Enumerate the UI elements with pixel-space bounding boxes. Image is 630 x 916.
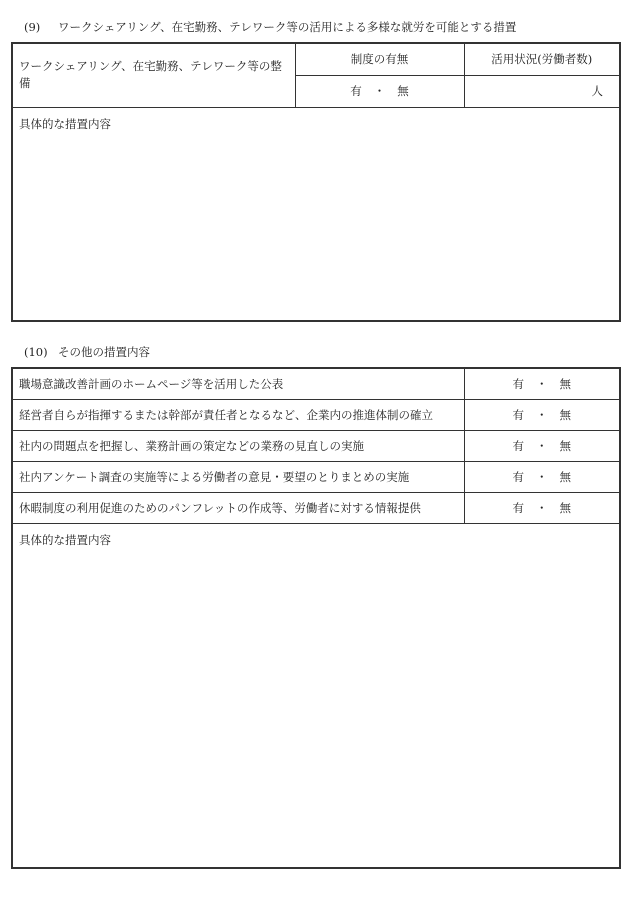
separator-dot: ・ xyxy=(536,407,548,422)
section10-detail-label: 具体的な措置内容 xyxy=(19,532,111,547)
worksharing-label-cell xyxy=(12,43,295,107)
system-yes-no[interactable] xyxy=(295,75,464,107)
section9-detail-box[interactable] xyxy=(12,107,620,321)
section9-table xyxy=(11,42,621,322)
section9-heading xyxy=(24,20,516,34)
yes-option[interactable]: 有 xyxy=(512,376,524,391)
no-option[interactable]: 無 xyxy=(559,438,571,453)
section10-title: その他の措置内容 xyxy=(58,345,150,359)
status-header: 活用状況(労働者数) xyxy=(464,43,620,75)
measure-row-label: 社内アンケート調査の実施等による労働者の意見・要望のとりまとめの実施 xyxy=(12,461,464,492)
measure-row-label: 職場意識改善計画のホームページ等を活用した公表 xyxy=(12,368,464,399)
separator-dot: ・ xyxy=(536,376,548,391)
system-header: 制度の有無 xyxy=(295,43,464,75)
no-option[interactable]: 無 xyxy=(559,407,571,422)
separator-dot: ・ xyxy=(536,500,548,515)
measure-row-yes-no[interactable] xyxy=(464,492,620,523)
measure-row-yes-no[interactable] xyxy=(464,461,620,492)
separator-dot: ・ xyxy=(536,438,548,453)
yes-option[interactable]: 有 xyxy=(350,84,362,98)
measure-row-label: 経営者自らが指揮するまたは幹部が責任者となるなど、企業内の推進体制の確立 xyxy=(12,399,464,430)
section10-detail-box[interactable] xyxy=(12,523,620,868)
section9-title: ワークシェアリング、在宅勤務、テレワーク等の活用による多様な就労を可能とする措置 xyxy=(58,20,517,34)
no-option[interactable]: 無 xyxy=(559,500,571,515)
no-option[interactable]: 無 xyxy=(559,376,571,391)
section10-table xyxy=(11,367,621,869)
measure-row-yes-no[interactable] xyxy=(464,399,620,430)
measure-row-label: 社内の問題点を把握し、業務計画の策定などの業務の見直しの実施 xyxy=(12,430,464,461)
yes-option[interactable]: 有 xyxy=(512,438,524,453)
yes-option[interactable]: 有 xyxy=(512,500,524,515)
section10-heading xyxy=(24,345,150,359)
separator-dot: ・ xyxy=(373,84,386,98)
measure-row-yes-no[interactable] xyxy=(464,430,620,461)
no-option[interactable]: 無 xyxy=(397,84,409,98)
section9-detail-label: 具体的な措置内容 xyxy=(19,116,111,131)
worksharing-label: ワークシェアリング、在宅勤務、テレワーク等の整備 xyxy=(19,59,282,91)
measure-row-label: 休暇制度の利用促進のためのパンフレットの作成等、労働者に対する情報提供 xyxy=(12,492,464,523)
worker-unit: 人 xyxy=(591,84,603,98)
separator-dot: ・ xyxy=(536,469,548,484)
no-option[interactable]: 無 xyxy=(559,469,571,484)
yes-option[interactable]: 有 xyxy=(512,469,524,484)
worker-count-field[interactable] xyxy=(464,75,620,107)
section9-number: (9) xyxy=(24,20,41,34)
section10-number: (10) xyxy=(24,345,48,359)
yes-option[interactable]: 有 xyxy=(512,407,524,422)
measure-row-yes-no[interactable] xyxy=(464,368,620,399)
